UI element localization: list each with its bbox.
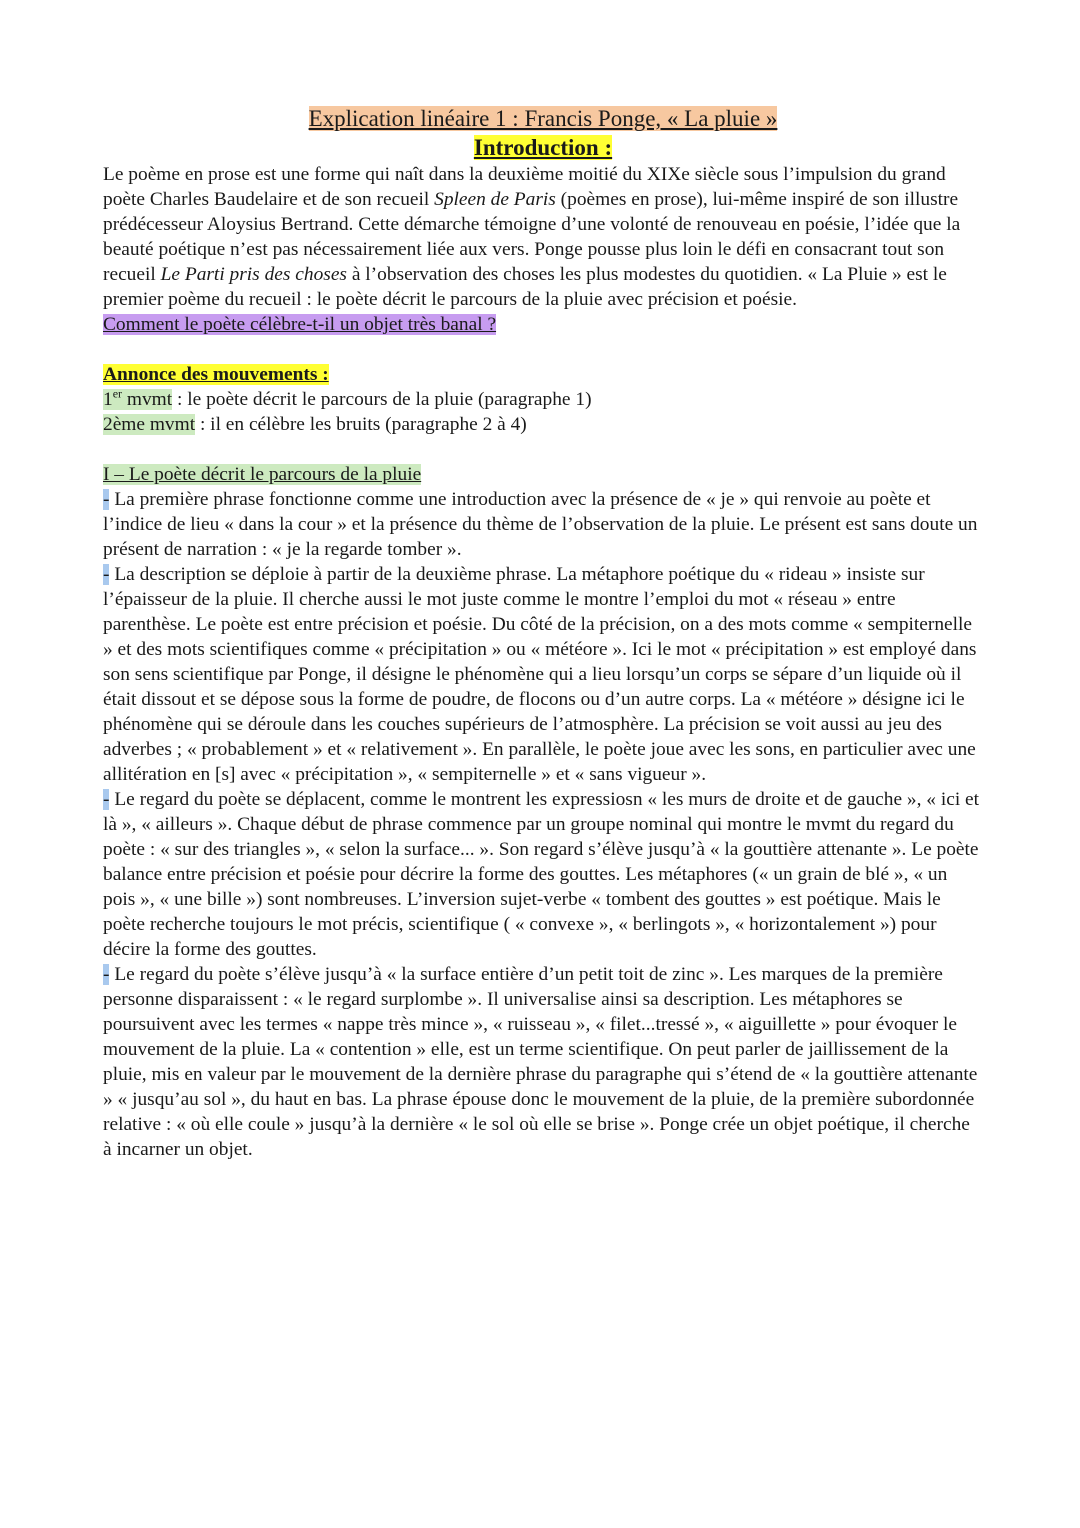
bullet-text: La description se déploie à partir de la deuxième phrase. La métaphore poétique du « rideau » insiste sur l’épaisseur de la pluie. Il cherche aussi le mot juste comme le montre l’emploi du mot « réseau » entre parenthèse. Le poète est entre précision et poésie. Du côté de la précision, on a des mots comme « sempiternelle » et des mots scientifiques comme « précipitation » ou « météore ». Ici le mot « précipitation » est employé dans son sens scientifique par Ponge, il désigne le phénomène qui a lieu lorsqu’un corps se sépare d’un liquide où il était dissout et se dépose sous la forme de poudre, de flocons ou d’un autre corps. La « météore » désigne ici le phénomène qui se déroule dans les couches supérieurs de l’atmosphère. La précision se voit aussi au jeu des adverbes ; « probablement » et « relativement ». En parallèle, le poète joue avec les sons, en particulier avec une allitération en [s] avec « précipitation », « sempiternelle » et « sans vigueur ».: [103, 564, 977, 785]
movement-2: [103, 412, 983, 437]
movement-1-label: 1er mvmt: [103, 386, 173, 410]
annonce-heading-text: Annonce des mouvements :: [103, 364, 329, 385]
bullet-dash: -: [103, 964, 110, 985]
intro-text-2: (poèmes en prose), lui-même inspiré de son illustre prédécesseur Aloysius Bertrand. Cette démarche témoigne d’une volonté de renouveau en poésie, l’idée que la beauté poétique n’est pas nécessairement liée aux vers. Ponge pousse plus loin le défi en consacrant tout son recueil: [103, 189, 961, 285]
bullet-paragraph: [103, 562, 983, 787]
bullet-paragraph: [103, 787, 983, 962]
movement-2-text: : il en célèbre les bruits (paragraphe 2 à 4): [195, 414, 527, 435]
section-1-heading: [103, 462, 983, 487]
bullet-paragraph: [103, 962, 983, 1162]
introduction-heading-text: Introduction :: [473, 135, 613, 160]
bullet-paragraph: [103, 487, 983, 562]
annonce-heading: [103, 362, 983, 387]
document-page: [103, 104, 983, 1162]
spacer: [103, 337, 983, 362]
bullet-text: Le regard du poète se déplacent, comme le montrent les expressiosn « les murs de droite et de gauche », « ici et là », « ailleurs ». Chaque début de phrase commence par un groupe nominal qui montre le mvmt du regard du poète : « sur des triangles », « selon la surface... ». Son regard s’élève jusqu’à « la gouttière attenante ». Le poète balance entre précision et poésie pour décrire la forme des gouttes. Les métaphores (« un grain de blé », « un pois », « une bille ») sont nombreuses. L’inversion sujet-verbe « tombent des gouttes » est poétique. Mais le poète recherche toujours le mot précis, scientifique ( « convexe », « berlingots », « horizontalement ») pour décire la forme des gouttes.: [103, 789, 980, 960]
introduction-heading: [103, 133, 983, 162]
intro-text-3: à l’observation des choses les plus modestes du quotidien. « La Pluie » est le premier poème du recueil : le poète décrit le parcours de la pluie avec précision et poésie.: [103, 264, 947, 310]
movement-2-label: 2ème mvmt: [103, 414, 196, 435]
problematique-text: Comment le poète célèbre-t-il un objet très banal ?: [103, 314, 497, 335]
document-title: [103, 104, 983, 133]
introduction-paragraph: [103, 162, 983, 312]
intro-text-1: Le poème en prose est une forme qui naît dans la deuxième moitié du XIXe siècle sous l’impulsion du grand poète Charles Baudelaire et de son recueil: [103, 164, 946, 210]
work-title-parti-pris: Le Parti pris des choses: [160, 264, 347, 285]
bullet-dash: -: [103, 489, 110, 510]
movement-1-text: : le poète décrit le parcours de la pluie (paragraphe 1): [172, 389, 592, 410]
bullet-dash: -: [103, 789, 110, 810]
problematique: [103, 312, 983, 337]
bullet-text: La première phrase fonctionne comme une introduction avec la présence de « je » qui renvoie au poète et l’indice de lieu « dans la cour » et la présence du thème de l’observation de la pluie. Le présent est sans doute un présent de narration : « je la regarde tomber ».: [103, 489, 978, 560]
bullet-dash: -: [103, 564, 110, 585]
work-title-spleen: Spleen de Paris: [434, 189, 556, 210]
bullet-text: Le regard du poète s’élève jusqu’à « la surface entière d’un petit toit de zinc ». Les marques de la première personne disparaissent : « le regard surplombe ». Il universalise ainsi sa description. Les métaphores se poursuivent avec les termes « nappe très mince », « ruisseau », « filet...tressé », « aiguillette » pour évoquer le mouvement de la pluie. La « contention » elle, est un terme scientifique. On peut parler de jaillissement de la pluie, mis en valeur par le mouvement de la dernière phrase du paragraphe qui s’étend de « la gouttière attenante » « jusqu’au sol », du haut en bas. La phrase épouse donc le mouvement de la pluie, de la première subordonnée relative : « où elle coule » jusqu’à la dernière « le sol où elle se brise ». Ponge crée un objet poétique, il cherche à incarner un objet.: [103, 964, 978, 1160]
spacer: [103, 437, 983, 462]
section-1-heading-text: I – Le poète décrit le parcours de la pluie: [103, 464, 422, 485]
movement-1: [103, 387, 983, 412]
document-title-text: Explication linéaire 1 : Francis Ponge, « La pluie »: [308, 106, 778, 131]
